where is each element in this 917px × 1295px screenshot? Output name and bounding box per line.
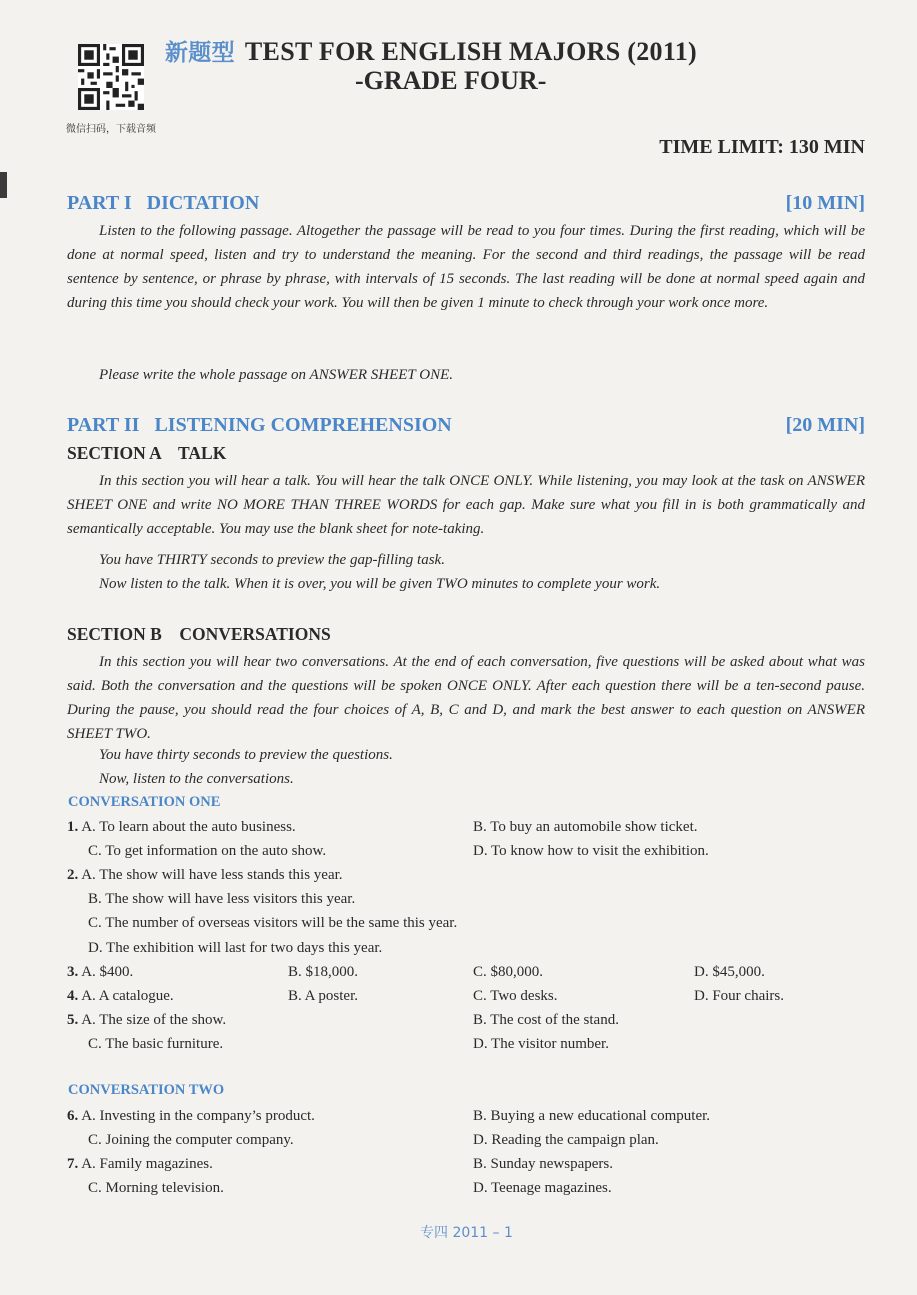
part1-heading	[67, 192, 865, 220]
part2-title: PART II LISTENING COMPREHENSION	[67, 414, 452, 436]
option-text: A. To learn about the auto business.	[81, 819, 296, 835]
title-chinese-label: 新题型	[165, 39, 235, 66]
question-2-option-b: B. The show will have less visitors this year.	[88, 891, 356, 907]
part1-instructions: Listen to the following passage. Altogether the passage will be read to you four times. During the first reading, which will be done at normal speed, listen and try to understand the meaning. For the second and third readings, the passage will be read sentence by sentence, or phrase by phrase, with intervals of 15 seconds. The last reading will be done at normal speed again and during this time you should check your work. You will then be given 1 minute to check through your work once more.	[67, 223, 865, 311]
question-1-option-a	[67, 819, 296, 836]
question-7-option-a	[67, 1156, 213, 1173]
conversation-one-heading: CONVERSATION ONE	[68, 794, 221, 810]
question-number: 5.	[67, 1012, 79, 1028]
exam-title	[165, 34, 697, 67]
qr-caption: 微信扫码，下载音频	[66, 124, 156, 135]
question-number: 6.	[67, 1108, 79, 1124]
question-4-option-b: B. A poster.	[288, 988, 359, 1004]
option-text: A. $400.	[81, 964, 134, 980]
section-a-listen-line: Now listen to the talk. When it is over, you will be given TWO minutes to complete your work.	[99, 576, 661, 592]
section-a-instructions: In this section you will hear a talk. You will hear the talk ONCE ONLY. While listening, you may look at the task on ANSWER SHEET ONE and write NO MORE THAN THREE WORDS for each gap. Make sure what you fill in is both grammatically and semantically acceptable. You may use the blank sheet for note-taking.	[67, 473, 865, 537]
question-1-option-d: D. To know how to visit the exhibition.	[473, 843, 709, 859]
question-number: 3.	[67, 964, 79, 980]
conversation-two-heading: CONVERSATION TWO	[68, 1082, 225, 1098]
option-text: A. A catalogue.	[81, 988, 174, 1004]
question-4-option-c: C. Two desks.	[473, 988, 558, 1004]
question-number: 1.	[67, 819, 79, 835]
question-3-option-d: D. $45,000.	[694, 964, 765, 980]
question-4-option-a	[67, 988, 174, 1005]
question-3-option-a	[67, 964, 133, 981]
option-text: A. Family magazines.	[81, 1156, 213, 1172]
section-b-preview-line: You have thirty seconds to preview the questions.	[99, 747, 393, 763]
question-3-option-b: B. $18,000.	[288, 964, 359, 980]
option-text: A. Investing in the company’s product.	[81, 1108, 315, 1124]
section-a-preview-line: You have THIRTY seconds to preview the gap-filling task.	[99, 552, 445, 568]
question-6-option-d: D. Reading the campaign plan.	[473, 1132, 659, 1148]
question-5-option-c: C. The basic furniture.	[88, 1036, 224, 1052]
question-1-option-c: C. To get information on the auto show.	[88, 843, 327, 859]
question-number: 2.	[67, 867, 79, 883]
question-7-option-b: B. Sunday newspapers.	[473, 1156, 613, 1172]
section-b-listen-line: Now, listen to the conversations.	[99, 771, 294, 787]
question-5-option-b: B. The cost of the stand.	[473, 1012, 619, 1028]
section-b-heading: SECTION B CONVERSATIONS	[67, 624, 331, 644]
question-4-option-d: D. Four chairs.	[694, 988, 784, 1004]
qr-code-icon	[78, 44, 144, 110]
question-number: 4.	[67, 988, 79, 1004]
section-a-heading: SECTION A TALK	[67, 443, 227, 463]
time-limit: TIME LIMIT: 130 MIN	[659, 136, 865, 158]
part1-time: [10 MIN]	[785, 192, 865, 214]
question-number: 7.	[67, 1156, 79, 1172]
section-b-instructions: In this section you will hear two conversations. At the end of each conversation, five questions will be asked about what was said. Both the conversation and the questions will be spoken ONCE ONLY. After each question there will be a ten-second pause. During the pause, you should read the four choices of A, B, C and D, and mark the best answer to each question on ANSWER SHEET TWO.	[67, 654, 865, 742]
question-7-option-c: C. Morning television.	[88, 1180, 224, 1196]
question-2-option-d: D. The exhibition will last for two days this year.	[88, 940, 383, 956]
question-5-option-d: D. The visitor number.	[473, 1036, 609, 1052]
question-2-option-a	[67, 867, 343, 884]
option-text: A. The show will have less stands this year.	[81, 867, 343, 883]
question-6-option-b: B. Buying a new educational computer.	[473, 1108, 711, 1124]
part1-note: Please write the whole passage on ANSWER SHEET ONE.	[99, 367, 454, 383]
question-7-option-d: D. Teenage magazines.	[473, 1180, 612, 1196]
exam-subtitle: -GRADE FOUR-	[355, 66, 547, 95]
option-text: A. The size of the show.	[81, 1012, 227, 1028]
title-text: TEST FOR ENGLISH MAJORS (2011)	[244, 37, 697, 66]
page-footer: 专四 2011 – 1	[420, 1225, 513, 1241]
question-2-option-c: C. The number of overseas visitors will be the same this year.	[88, 915, 458, 931]
part2-heading	[67, 414, 865, 442]
question-1-option-b: B. To buy an automobile show ticket.	[473, 819, 698, 835]
part1-title: PART I DICTATION	[67, 192, 260, 214]
scan-edge-mark	[0, 172, 7, 198]
question-3-option-c: C. $80,000.	[473, 964, 544, 980]
question-6-option-a	[67, 1108, 315, 1125]
question-5-option-a	[67, 1012, 226, 1029]
part2-time: [20 MIN]	[785, 414, 865, 436]
question-6-option-c: C. Joining the computer company.	[88, 1132, 294, 1148]
